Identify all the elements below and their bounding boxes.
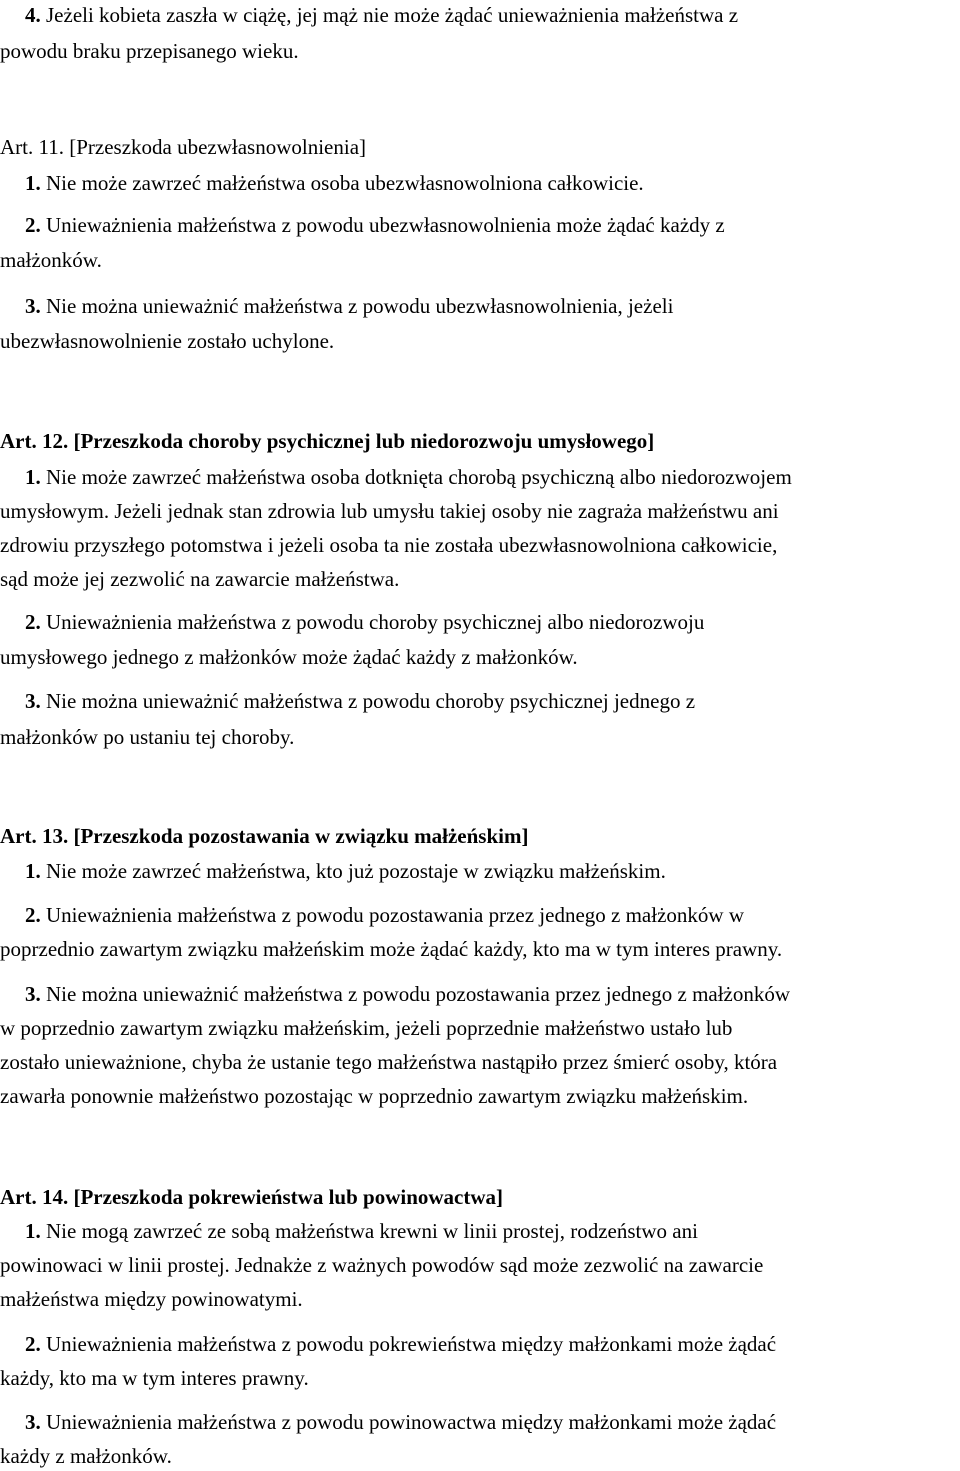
line-text: każdy z małżonków. bbox=[0, 1444, 172, 1468]
line-text: Unieważnienia małżeństwa z powodu pozostawania przez jednego z małżonków w bbox=[40, 903, 744, 927]
paragraph-line bbox=[25, 609, 960, 635]
paragraph-line bbox=[0, 1015, 960, 1041]
item-number: 4. bbox=[25, 3, 41, 27]
line-text: w poprzednio zawartym związku małżeńskim, jeżeli poprzednie małżeństwo ustało lub bbox=[0, 1016, 733, 1040]
paragraph-line bbox=[25, 212, 960, 238]
paragraph-line bbox=[0, 644, 960, 670]
item-number: 1. bbox=[25, 171, 41, 195]
heading-text: Art. 11. [Przeszkoda ubezwłasnowolnienia] bbox=[0, 135, 367, 159]
paragraph-line bbox=[0, 498, 960, 524]
line-text: zostało unieważnione, chyba że ustanie tego małżeństwa nastąpiło przez śmierć osoby, która bbox=[0, 1050, 778, 1074]
paragraph-line bbox=[25, 1331, 960, 1357]
paragraph-line bbox=[0, 1252, 960, 1278]
line-text: sąd może jej zezwolić na zawarcie małżeństwa. bbox=[0, 567, 400, 591]
paragraph-line bbox=[0, 532, 960, 558]
line-text: umysłowym. Jeżeli jednak stan zdrowia lub umysłu takiej osoby nie zagraża małżeństwu ani bbox=[0, 499, 779, 523]
line-text: poprzednio zawartym związku małżeńskim może żądać każdy, kto ma w tym interes prawny. bbox=[0, 937, 783, 961]
item-number: 2. bbox=[25, 903, 41, 927]
paragraph-line bbox=[0, 1286, 960, 1312]
line-text: Nie mogą zawrzeć ze sobą małżeństwa krewni w linii prostej, rodzeństwo ani bbox=[40, 1219, 698, 1243]
item-number: 1. bbox=[25, 1219, 41, 1243]
line-text: Unieważnienia małżeństwa z powodu powinowactwa między małżonkami może żądać bbox=[40, 1410, 777, 1434]
line-text: Nie może zawrzeć małżeństwa, kto już pozostaje w związku małżeńskim. bbox=[40, 859, 666, 883]
article-heading bbox=[0, 134, 960, 160]
item-number: 2. bbox=[25, 610, 41, 634]
paragraph-line bbox=[25, 170, 960, 196]
paragraph-line bbox=[0, 1443, 960, 1469]
paragraph-line bbox=[0, 38, 960, 64]
paragraph-line bbox=[25, 293, 960, 319]
article-heading bbox=[0, 428, 960, 454]
paragraph-line bbox=[25, 902, 960, 928]
paragraph-line bbox=[0, 1049, 960, 1075]
paragraph-line bbox=[25, 981, 960, 1007]
item-number: 1. bbox=[25, 859, 41, 883]
article-heading bbox=[0, 1184, 960, 1210]
paragraph-line bbox=[0, 936, 960, 962]
line-text: ubezwłasnowolnienie zostało uchylone. bbox=[0, 329, 335, 353]
paragraph-line bbox=[0, 566, 960, 592]
line-text: małżeństwa między powinowatymi. bbox=[0, 1287, 303, 1311]
heading-text: Art. 12. [Przeszkoda choroby psychicznej lub niedorozwoju umysłowego] bbox=[0, 429, 655, 453]
line-text: Nie można unieważnić małżeństwa z powodu choroby psychicznej jednego z bbox=[40, 689, 696, 713]
line-text: Nie może zawrzeć małżeństwa osoba ubezwłasnowolniona całkowicie. bbox=[40, 171, 644, 195]
item-number: 1. bbox=[25, 465, 41, 489]
line-text: Jeżeli kobieta zaszła w ciążę, jej mąż nie może żądać unieważnienia małżeństwa z bbox=[40, 3, 739, 27]
item-number: 2. bbox=[25, 213, 41, 237]
line-text: Nie można unieważnić małżeństwa z powodu pozostawania przez jednego z małżonków bbox=[40, 982, 791, 1006]
paragraph-line bbox=[25, 1409, 960, 1435]
heading-text: Art. 14. [Przeszkoda pokrewieństwa lub powinowactwa] bbox=[0, 1185, 504, 1209]
line-text: powinowaci w linii prostej. Jednakże z ważnych powodów sąd może zezwolić na zawarcie bbox=[0, 1253, 764, 1277]
line-text: zdrowiu przyszłego potomstwa i jeżeli osoba ta nie została ubezwłasnowolniona całkowicie, bbox=[0, 533, 778, 557]
item-number: 3. bbox=[25, 1410, 41, 1434]
line-text: zawarła ponownie małżeństwo pozostając w poprzednio zawartym związku małżeńskim. bbox=[0, 1084, 749, 1108]
item-number: 3. bbox=[25, 294, 41, 318]
line-text: małżonków. bbox=[0, 248, 102, 272]
line-text: Unieważnienia małżeństwa z powodu pokrewieństwa między małżonkami może żądać bbox=[40, 1332, 777, 1356]
line-text: Unieważnienia małżeństwa z powodu choroby psychicznej albo niedorozwoju bbox=[40, 610, 705, 634]
paragraph-line bbox=[0, 247, 960, 273]
item-number: 2. bbox=[25, 1332, 41, 1356]
item-number: 3. bbox=[25, 689, 41, 713]
line-text: Nie może zawrzeć małżeństwa osoba dotknięta chorobą psychiczną albo niedorozwojem bbox=[40, 465, 792, 489]
line-text: umysłowego jednego z małżonków może żądać każdy z małżonków. bbox=[0, 645, 578, 669]
paragraph-line bbox=[25, 2, 960, 28]
line-text: Unieważnienia małżeństwa z powodu ubezwłasnowolnienia może żądać każdy z bbox=[40, 213, 725, 237]
paragraph-line bbox=[0, 724, 960, 750]
paragraph-line bbox=[0, 1365, 960, 1391]
line-text: powodu braku przepisanego wieku. bbox=[0, 39, 299, 63]
paragraph-line bbox=[25, 858, 960, 884]
paragraph-line bbox=[0, 328, 960, 354]
paragraph-line bbox=[25, 464, 960, 490]
line-text: małżonków po ustaniu tej choroby. bbox=[0, 725, 295, 749]
line-text: Nie można unieważnić małżeństwa z powodu ubezwłasnowolnienia, jeżeli bbox=[40, 294, 674, 318]
paragraph-line bbox=[25, 1218, 960, 1244]
item-number: 3. bbox=[25, 982, 41, 1006]
article-heading bbox=[0, 823, 960, 849]
line-text: każdy, kto ma w tym interes prawny. bbox=[0, 1366, 309, 1390]
paragraph-line bbox=[25, 688, 960, 714]
heading-text: Art. 13. [Przeszkoda pozostawania w związku małżeńskim] bbox=[0, 824, 529, 848]
paragraph-line bbox=[0, 1083, 960, 1109]
